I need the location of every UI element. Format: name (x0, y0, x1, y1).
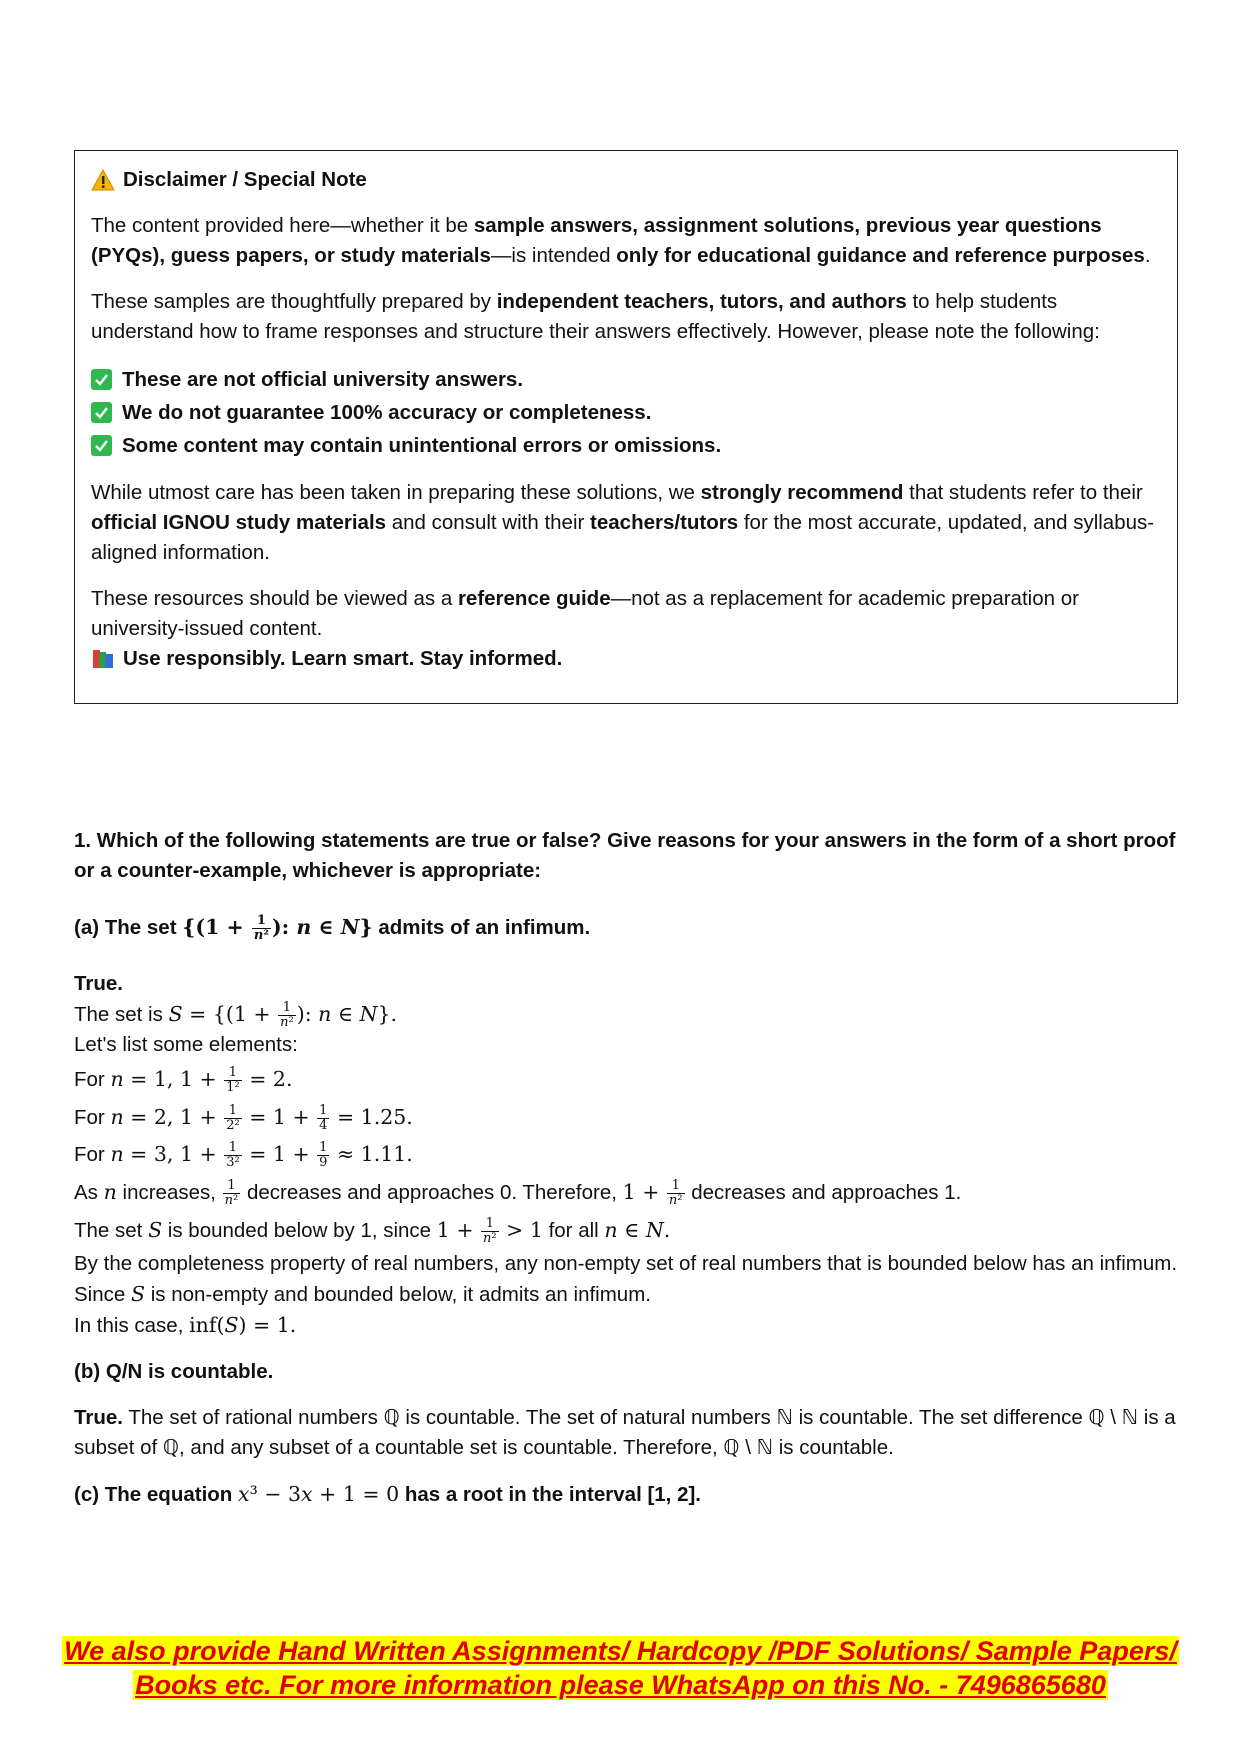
checkmark-icon (91, 369, 112, 390)
disclaimer-para-4: These resources should be viewed as a reference guide—not as a replacement for academic preparation or university-issued content. (91, 587, 1079, 640)
part-a-verdict: True. (74, 972, 123, 995)
check-item: We do not guarantee 100% accuracy or completeness. (91, 396, 1161, 429)
part-a-heading: (a) The set {(1 + $\frac{1}{\text{n²}}$ ): n ∈ N} admits of an infimum. (74, 913, 591, 943)
part-b-answer: True. The set of rational numbers ℚ is countable. The set of natural numbers ℕ is countable. The set difference ℚ \ ℕ is a subset of ℚ, and any subset of a countable set is countable. Therefore, ℚ \ ℕ is countable. (74, 1406, 1176, 1459)
check-item: These are not official university answers. (91, 363, 1161, 396)
checkmark-icon (91, 435, 112, 456)
question-heading: 1. Which of the following statements are true or false? Give reasons for your answers in the form of a short proof or a counter-example, whichever is appropriate: (74, 829, 1176, 882)
disclaimer-para-2: These samples are thoughtfully prepared by independent teachers, tutors, and authors to help students understand how to frame responses and structure their answers effectively. However, please note the following: (91, 290, 1100, 343)
part-a-set-definition: The set is S = {(1 + $\frac{1}{\text{n²}}$ ): n ∈ N}. (74, 1000, 398, 1030)
part-a-completeness: By the completeness property of real numbers, any non-empty set of real numbers that is bounded below has an infimum. Since S is non-empty and bounded below, it admits an infimum. (74, 1252, 1178, 1306)
part-a-conclusion: In this case, inf(S) = 1. (74, 1313, 297, 1337)
part-a-list-intro: Let's list some elements: (74, 1033, 298, 1056)
check-item: Some content may contain unintentional errors or omissions. (91, 429, 1161, 462)
disclaimer-footer: Use responsibly. Learn smart. Stay informed. (91, 644, 1161, 674)
checkmark-icon (91, 402, 112, 423)
part-a-limit: As n increases, $\frac{1}{\text{n²}}$ decreases and approaches 0. Therefore, 1 + $\frac{1}{\text{n²}}$ decreases and approaches 1. (74, 1178, 962, 1209)
disclaimer-title-text: Disclaimer / Special Note (123, 168, 367, 191)
part-b-heading: (b) Q/N is countable. (74, 1360, 274, 1383)
books-icon (91, 647, 115, 671)
part-a-element-2: For n = 2, 1 + $\frac{1}{\text{2²}}$ = 1 + $\frac{1}{4}$ = 1.25. (74, 1103, 413, 1133)
part-c-heading: (c) The equation x³ − 3x + 1 = 0 has a root in the interval [1, 2]. (74, 1482, 701, 1506)
part-a-bounded: The set S is bounded below by 1, since 1 + $\frac{1}{\text{n²}}$ > 1 for all n ∈ N. (74, 1216, 671, 1246)
warning-icon (91, 169, 115, 191)
promo-line-1: We also provide Hand Written Assignments/ Hardcopy /PDF Solutions/ Sample Papers/ (64, 1636, 1177, 1666)
promo-line-2: Books etc. For more information please WhatsApp on this No. - 7496865680 (135, 1670, 1106, 1700)
disclaimer-box (74, 150, 1178, 704)
part-a-element-1: For n = 1, 1 + $\frac{1}{\text{1²}}$ = 2. (74, 1065, 293, 1095)
disclaimer-check-list (91, 363, 1161, 462)
part-a-element-3: For n = 3, 1 + $\frac{1}{\text{3²}}$ = 1 + $\frac{1}{9}$ ≈ 1.11. (74, 1140, 413, 1170)
disclaimer-para-3: While utmost care has been taken in preparing these solutions, we strongly recommend that students refer to their official IGNOU study materials and consult with their teachers/tutors for the most accurate, updated, and syllabus-aligned information. (91, 481, 1155, 564)
question-content (74, 826, 1178, 1510)
disclaimer-para-1: The content provided here—whether it be sample answers, assignment solutions, previous year questions (PYQs), guess papers, or study materials—is intended only for educational guidance and reference purposes. (91, 214, 1151, 267)
disclaimer-title (91, 165, 1161, 195)
